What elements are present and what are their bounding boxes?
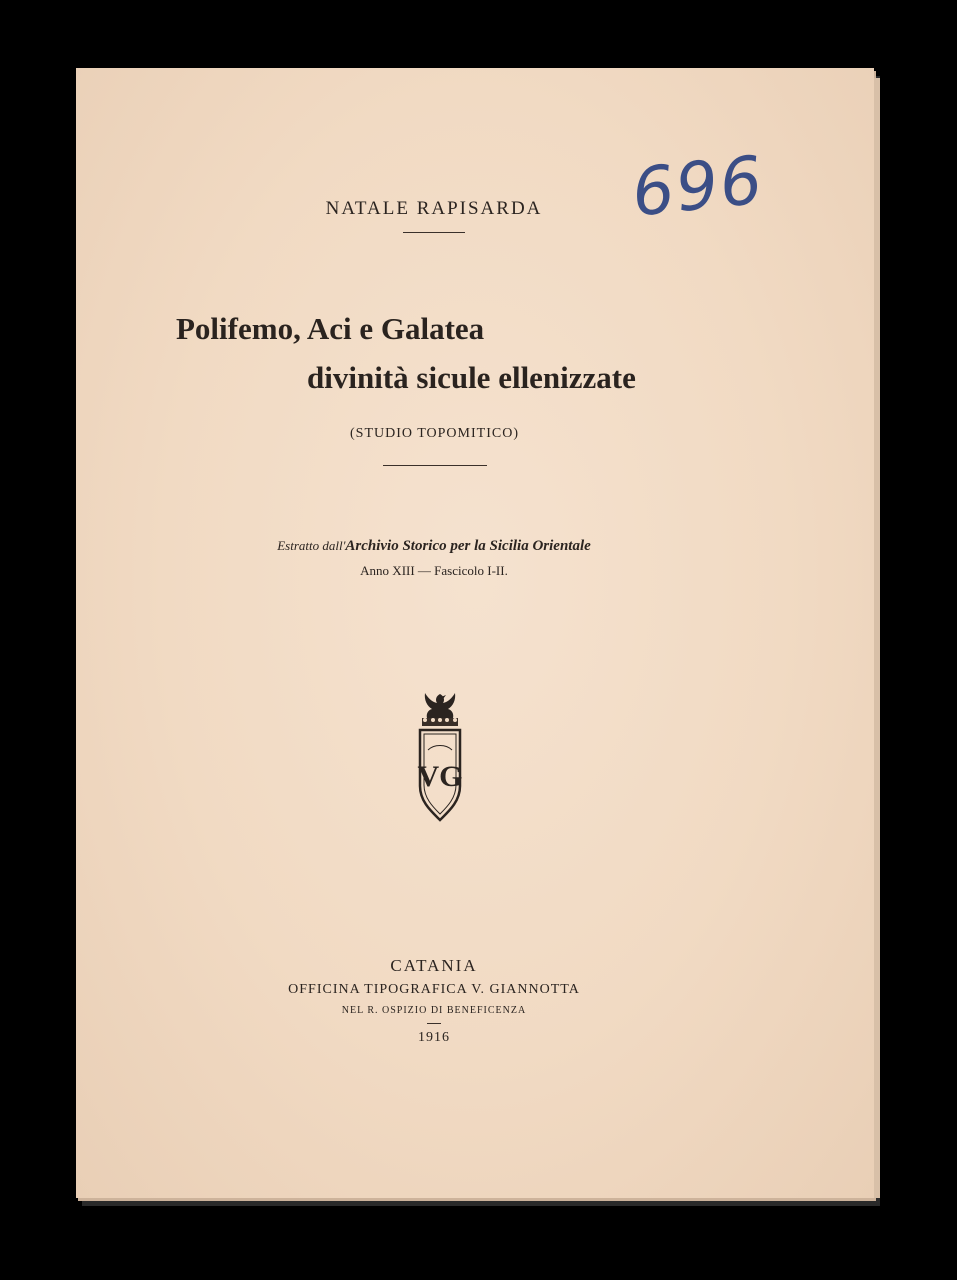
extract-source: Archivio Storico per la Sicilia Orientale [345, 538, 591, 554]
subtitle: (STUDIO TOPOMITICO) [350, 426, 519, 441]
title-line-1: Polifemo, Aci e Galatea [176, 311, 485, 346]
subtitle-divider [383, 465, 487, 466]
extract-prefix: Estratto dall' [277, 538, 346, 553]
page-edge [874, 78, 880, 1198]
author-name: NATALE RAPISARDA [325, 198, 543, 219]
publisher-emblem-icon [408, 690, 472, 826]
emblem-monogram: VG [417, 760, 463, 793]
printer-name: OFFICINA TIPOGRAFICA V. GIANNOTTA [288, 982, 580, 997]
author-divider [403, 232, 465, 233]
publication-city: CATANIA [390, 956, 478, 975]
handwritten-shelf-number: 696 [628, 141, 768, 232]
title-line-2: divinità sicule ellenizzate [307, 360, 636, 395]
year-divider [427, 1023, 441, 1024]
booklet-cover [76, 68, 874, 1198]
publication-year: 1916 [418, 1030, 450, 1045]
extract-note [76, 538, 792, 555]
printer-location: NEL R. OSPIZIO DI BENEFICENZA [341, 1005, 527, 1016]
issue-info: Anno XIII — Fascicolo I-II. [360, 563, 508, 578]
